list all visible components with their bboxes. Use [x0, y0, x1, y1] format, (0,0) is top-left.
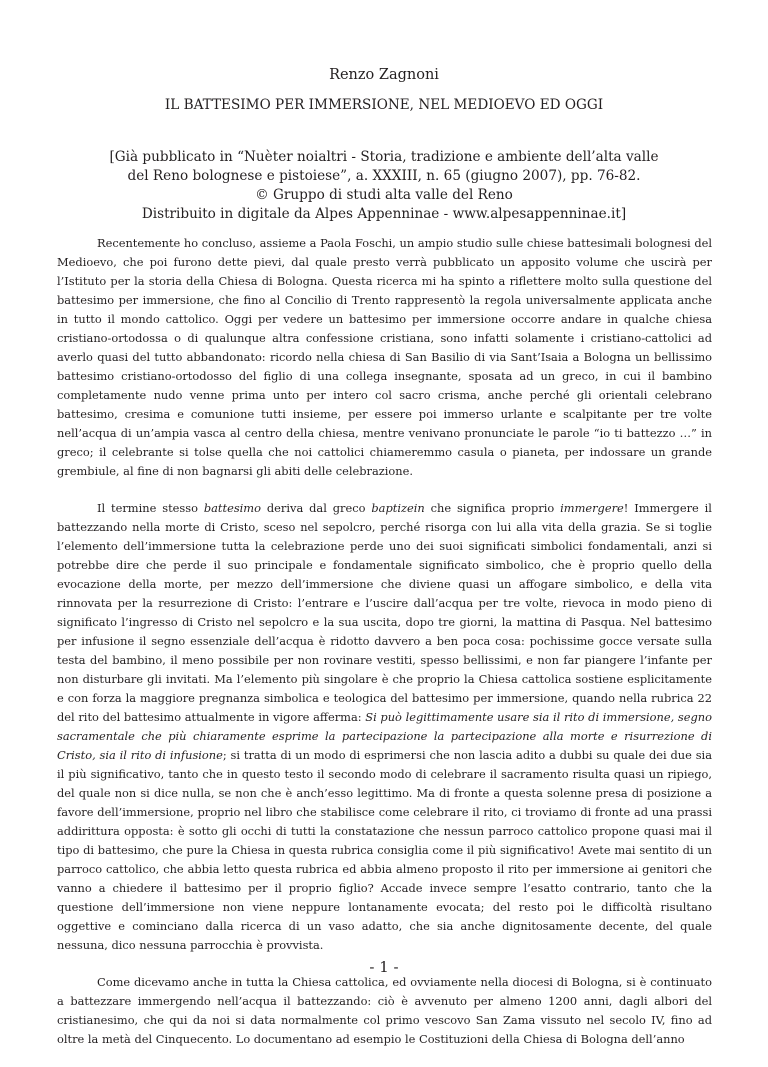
- author-name: Renzo Zagnoni: [329, 67, 439, 83]
- text-run: Il termine stesso: [97, 501, 204, 515]
- article-body: [57, 234, 712, 1067]
- paragraph-3: Come dicevamo anche in tutta la Chiesa cattolica, ed ovviamente nella diocesi di Bologna, si è continuato a battezzare immergendo nell’acqua il battezzando: ciò è avvenuto per almeno 1200 anni, dagli albori del cristianesimo, che qui da noi si data normalmente col primo vescovo San Zama vissuto nel secolo IV, fino ad oltre la metà del Cinquecento. Lo documentano ad esempio le Costituzioni della Chiesa di Bologna dell’anno: [57, 975, 712, 1046]
- paragraph-2: [57, 499, 712, 955]
- text-run: deriva dal greco: [260, 501, 372, 515]
- publication-note-line: Distribuito in digitale da Alpes Appenninae - www.alpesappenninae.it]: [141, 206, 627, 222]
- text-run: ; si tratta di un modo di esprimersi che non lascia adito a dubbi su quale dei due sia il più significativo, tanto che in questo testo il secondo modo di celebrare il sacramento risulta quasi un ripiego, del quale non si dice nulla, se non che è anch’esso legittimo. Ma di fronte a questa solenne presa di posizione a favore dell’immersione, proprio nel libro che stabilisce come celebrare il rito, ci troviamo di fronte ad una prassi addirittura opposta: è sotto gli occhi di tutti la constatazione che nessun parroco cattolico propone quasi mai il tipo di battesimo, che pure la Chiesa in questa rubrica consiglia come il più significativo! Avete mai sentito di un parroco cattolico, che abbia letto questa rubrica ed abbia almeno proposto il rito per immersione ai genitori che vanno a chiedere il battesimo per il proprio figlio? Accade invece sempre l’esatto contrario, tanto che la questione dell’immersione non viene neppure lontanamente evocata; del resto poi le difficoltà risultano oggettive e cominciano dalla ricerca di un vaso adatto, che sia anche dignitosamente decente, del quale nessuna, dico nessuna parrocchia è provvista.: [57, 748, 712, 952]
- italic-term: baptizein: [371, 501, 425, 515]
- publication-note-line: del Reno bolognese e pistoiese”, a. XXXIII, n. 65 (giugno 2007), pp. 76-82.: [127, 168, 641, 184]
- text-run: ! Immergere il battezzando nella morte di Cristo, sceso nel sepolcro, perché risorga con lui alla vita della grazia. Se si toglie l’elemento dell’immersione tutta la celebrazione perde uno dei suoi significati simbolici fondamentali, anzi si potrebbe dire che perde il suo principale e fondamentale significato simbolico, che è proprio quello della evocazione della morte, per mezzo dell’immersione che diviene quasi un affogare simbolico, e della vita rinnovata per la resurrezione di Cristo: l’entrare e l’uscire dall’acqua per tre volte, rievoca in modo pieno di significato l’ingresso di Cristo nel sepolcro e la sua uscita, dopo tre giorni, la mattina di Pasqua. Nel battesimo per infusione il segno essenziale dell’acqua è ridotto davvero a ben poca cosa: pochissime gocce versate sulla testa del bambino, il meno possibile per non rovinare vestiti, spesso bellissimi, e non far piangere l’infante per non disturbare gli invitati. Ma l’elemento più singolare è che proprio la Chiesa cattolica sostiene esplicitamente e con forza la maggiore pregnanza simbolica e teologica del battesimo per immersione, quando nella rubrica 22 del rito del battesimo attualmente in vigore afferma:: [57, 501, 712, 724]
- publication-note-line: [Già pubblicato in “Nuèter noialtri - Storia, tradizione e ambiente dell’alta valle: [109, 149, 659, 165]
- publication-note-line: © Gruppo di studi alta valle del Reno: [255, 187, 513, 203]
- paragraph-1: Recentemente ho concluso, assieme a Paola Foschi, un ampio studio sulle chiese battesimali bolognesi del Medioevo, che poi furono dette pievi, dal quale presto verrà pubblicato un apposito volume che uscirà per l’Istituto per la storia della Chiesa di Bologna. Questa ricerca mi ha spinto a riflettere molto sulla questione del battesimo per immersione, che fino al Concilio di Trento rappresentò la regola universalmente applicata anche in tutto il mondo cattolico. Oggi per vedere un battesimo per immersione occorre andare in qualche chiesa cristiano-ortodossa o di qualunque altra confessione cristiana, sono infatti solamente i cristiano-cattolici ad averlo quasi del tutto abbandonato: ricordo nella chiesa di San Basilio di via Sant’Isaia a Bologna un bellissimo battesimo cristiano-ortodosso del figlio di una collega insegnante, sposata ad un greco, in cui il bambino completamente nudo venne prima unto per intero col sacro crisma, anche perché gli orientali celebrano battesimo, cresima e comunione tutti insieme, per essere poi immerso urlante e scalpitante per tre volte nell’acqua di un’ampia vasca al centro della chiesa, mentre venivano pronunciate le parole “io ti battezzo …” in greco; il celebrante si tolse quella che noi cattolici chiameremmo casula o pianeta, per indossare un grande grembiule, al fine di non bagnarsi gli abiti delle celebrazione.: [57, 236, 712, 478]
- page-number: - 1 -: [369, 958, 399, 976]
- article-title: IL BATTESIMO PER IMMERSIONE, NEL MEDIOEVO ED OGGI: [164, 97, 604, 113]
- italic-term: immergere: [560, 501, 624, 515]
- text-run: che significa proprio: [424, 501, 561, 515]
- italic-quote: Si può legittimamente usare sia il rito di immersione, segno sacramentale che più chiaramente esprime la partecipazione la partecipazione alla morte e risurrezione di Cristo, sia il rito di infusione: [57, 710, 712, 762]
- publication-note: [100, 148, 668, 224]
- italic-term: battesimo: [203, 501, 261, 515]
